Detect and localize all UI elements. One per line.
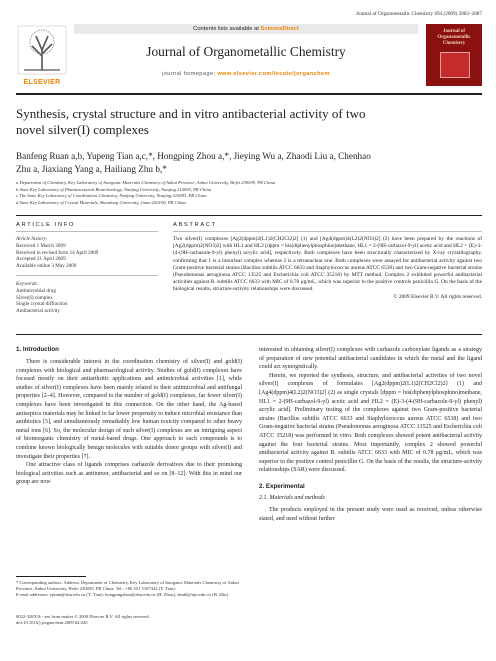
keyword-item: Antibacterial activity: [16, 308, 60, 315]
footnote-rule: [16, 576, 86, 577]
history-label: Article history:: [16, 236, 48, 242]
author-list: Banfeng Ruan a,b, Yupeng Tian a,c,*, Hongping Zhou a,*, Jieying Wu a, Zhaodi Liu a, Chenhao Zhu a, Jiaxiang Yang a, Hailiang Zhu b,*: [16, 151, 371, 174]
masthead: [16, 24, 482, 86]
affiliation-a: a Department of Chemistry, Key Laboratory of Inorganic Materials Chemistry of Anhui Province, Anhui University, Hefei 230039, PR China: [16, 180, 276, 185]
elsevier-logo: [16, 24, 68, 86]
corresponding-author-note: * Corresponding authors. Address: Department of Chemistry, Key Laboratory of Inorganic Materials Chemistry of Anhui Province, Anhui University, Hefei 230039, PR China. Tel.: +86 551 5107342 (Y. Tian).: [16, 580, 239, 591]
introduction-heading: 1. Introduction: [16, 346, 59, 353]
history-item: Available online 3 May 2009: [16, 263, 77, 270]
cover-title: Journal of Organometallic Chemistry: [437, 29, 471, 46]
journal-title: Journal of Organometallic Chemistry: [146, 44, 346, 59]
homepage-url-link[interactable]: www.elsevier.com/locate/jorganchem: [217, 71, 330, 77]
elsevier-tree-icon: [16, 24, 68, 76]
doi-line[interactable]: doi:10.1016/j.jorganchem.2009.04.020: [16, 620, 88, 625]
keyword-item: Single crystal diffraction: [16, 301, 68, 308]
intro-paragraph: There is considerable interest in the coordination chemistry of silver(I) and gold(I) complexes with biological and pharmacological activity. Studies of gold(I) complexes have focused mostly on their antiarthritic applications and antimicrobial activities [1], while studies of silver(I) complexes have been mainly related to their antimicrobial and antifungal properties [2–4]. However, compared to the number of gold(I) complexes, far fewer silver(I) complexes have been investigated in this connection. On the other hand, the Ag-based antiseptics materials may be linked to far lower propensity to induce microbial resistance than antibiotics [5], and simultaneously remarkably low human toxicity compared to other heavy metal ions [6]. So, the molecular design of such silver(I) complexes are an intriguing aspect of bioinorganic chemistry of metal-based drugs. One approach to such compounds is to combine known biologically benign molecules with suitable donor groups with silver(I) and investigate their properties [7].: [16, 359, 242, 460]
affiliation-d: d State Key Laboratory of Crystal Materials, Shandong University, Jinan 250100, PR China: [16, 199, 186, 205]
affiliations: [16, 180, 482, 206]
homepage-prefix: journal homepage:: [162, 71, 218, 77]
body-left-column: [16, 346, 242, 487]
footnotes: [16, 580, 242, 598]
contents-band: [74, 24, 418, 34]
history-item: Received in revised form 14 April 2009: [16, 249, 99, 256]
abstract-rule: [173, 231, 482, 232]
experimental-text: [259, 506, 482, 523]
history-item: Received 1 March 2009: [16, 242, 66, 249]
cover-graphic: [440, 52, 470, 78]
article-info-heading: ARTICLE INFO: [16, 222, 76, 228]
experimental-paragraph: The products employed in the present study were used as received, unless otherwise stated, and used without further: [259, 506, 482, 522]
masthead-divider: [16, 93, 482, 95]
intro-paragraph: One attractive class of ligands comprises carbazole derivatives due to their promising biological activities such as antitumor, antibacterial and so on [8–12]. With this in mind our group are now: [16, 462, 242, 486]
history-item: Accepted 21 April 2009: [16, 256, 66, 263]
abstract-paragraph: Two silver(I) complexes [Ag2(dppm)2(L1)2(CH2Cl2)2] (1) and [Ag4(dppm)4(L2)2(NO3)2] (2) have been prepared by the reactions of [Ag2(dppm)2(NO3)2] with HL1 and HL2 [dppm = bis(diphenylphosphino)methane, HL1 = 2-(9H-carbazol-9-yl) acetic acid and HL2 = (E)-3-(4-(9H-carbazole-9-yl) phenyl) acrylic acid], respectively. Both complexes have been structurally characterized by X-ray crystallography, confirming that 1 is a binuclear complex whereas 2 is a tetranuclear one. Both complexes were assayed for antibacterial activity against two Gram-positive bacterial strains (Bacillus subtilis ATCC 6633 and Staphylococcus aureus ATCC 6538) and two Gram-negative bacterial strains (Pseudomonas aeruginosa ATCC 13525 and Escherichia coli ATCC 35218) by MTT method. Complex 2 exhibited powerful antibacterial activities against B. subtilis ATCC 6633 with MIC of 0.78 μg/mL, which was superior to the positive controls penicillin G. On the basis of the biological results, structure-activity relationships were discussed.: [173, 236, 482, 293]
experimental-heading: 2. Experimental: [259, 482, 305, 490]
intro-paragraph: interested in obtaining silver(I) complexes with carbazole carboxylate ligands as a strategy of preparation of new potential antibacterial candidates in which the metal and the ligand could act synergistically.: [259, 347, 482, 371]
keywords-label: Keywords:: [16, 280, 39, 287]
affiliation-b: b State Key Laboratory of Pharmaceutical Biotechnology, Nanjing University, Nanjing 210093, PR China: [16, 186, 212, 192]
abstract-body: [173, 236, 482, 301]
sciencedirect-link[interactable]: ScienceDirect: [260, 26, 299, 32]
title-divider: [16, 215, 482, 216]
affiliation-c: c The State Key Laboratory of Coordination Chemistry, Nanjing University, Nanjing 210093, PR China: [16, 193, 207, 199]
abstract-heading: ABSTRACT: [173, 222, 217, 228]
article-info-panel: [16, 236, 158, 315]
elsevier-wordmark: ELSEVIER: [23, 79, 61, 86]
abstract-divider: [16, 334, 482, 335]
journal-cover-image: [426, 24, 482, 86]
intro-paragraph: Herein, we reported the synthesis, structure, and antibacterial activities of two novel silver(I) complexes of formulates [Ag2(dppm)2(L1)2(CH2Cl2)2] (1) and [Ag4(dppm)4(L2)2(NO3)2] (2) as single crystals [dppm = bis(diphenylphosphino)methane, HL1 = 2-(9H-carbazol-9-yl) acetic acid and HL2 = (E)-3-(4-(9H-carbazole-9-yl) phenyl) acrylic acid]. Preliminary testing of the complexes against two Gram-positive bacterial strains (Bacillus subtilis ATCC 6633 and Staphylococcus aureus ATCC 6538) and two Gram-negative bacterial strains (Pseudomonas aeruginosa ATCC 13525 and Escherichia coli ATCC 35218) was performed in vitro. Both complexes showed potent antibacterial activity against the four bacterial strains. Most importantly, complex 2 showed powerful antibacterial activity against B. subtilis ATCC 6633 with MIC of 0.78 μg/mL, which was superior to the positive control penicillin G. On the basis of the results, the structure-activity relationships (SAR) were discussed.: [259, 372, 482, 474]
introduction-text-left: [16, 358, 242, 487]
journal-homepage: [74, 71, 418, 77]
body-right-column: [259, 346, 482, 523]
copyright-line: © 2009 Elsevier B.V. All rights reserved.: [393, 293, 482, 300]
email-addresses: E-mail addresses: yptian@ahu.edu.cn (Y. Tian), hongpingzhou@ahu.edu.cn (H. Zhou), zhuhl@nju.edu.cn (H. Zhu).: [16, 592, 230, 597]
article-title: Synthesis, crystal structure and in vitro antibacterial activity of two novel silver(I) complexes: [16, 106, 366, 137]
materials-methods-heading: 2.1. Materials and methods: [259, 494, 325, 501]
keyword-item: Silver(I) complex: [16, 294, 53, 301]
article-info-rule: [16, 231, 158, 232]
contents-prefix: Contents lists available at: [193, 26, 261, 32]
journal-reference: Journal of Organometallic Chemistry 694 (2009) 2883–2887: [355, 11, 482, 17]
issn-line: 0022-328X/$ - see front matter © 2009 Elsevier B.V. All rights reserved.: [16, 614, 150, 619]
info-separator: [16, 275, 158, 276]
publication-info: [16, 614, 242, 626]
keyword-item: Antimicrobial drug: [16, 287, 56, 294]
introduction-text-right: [259, 346, 482, 475]
